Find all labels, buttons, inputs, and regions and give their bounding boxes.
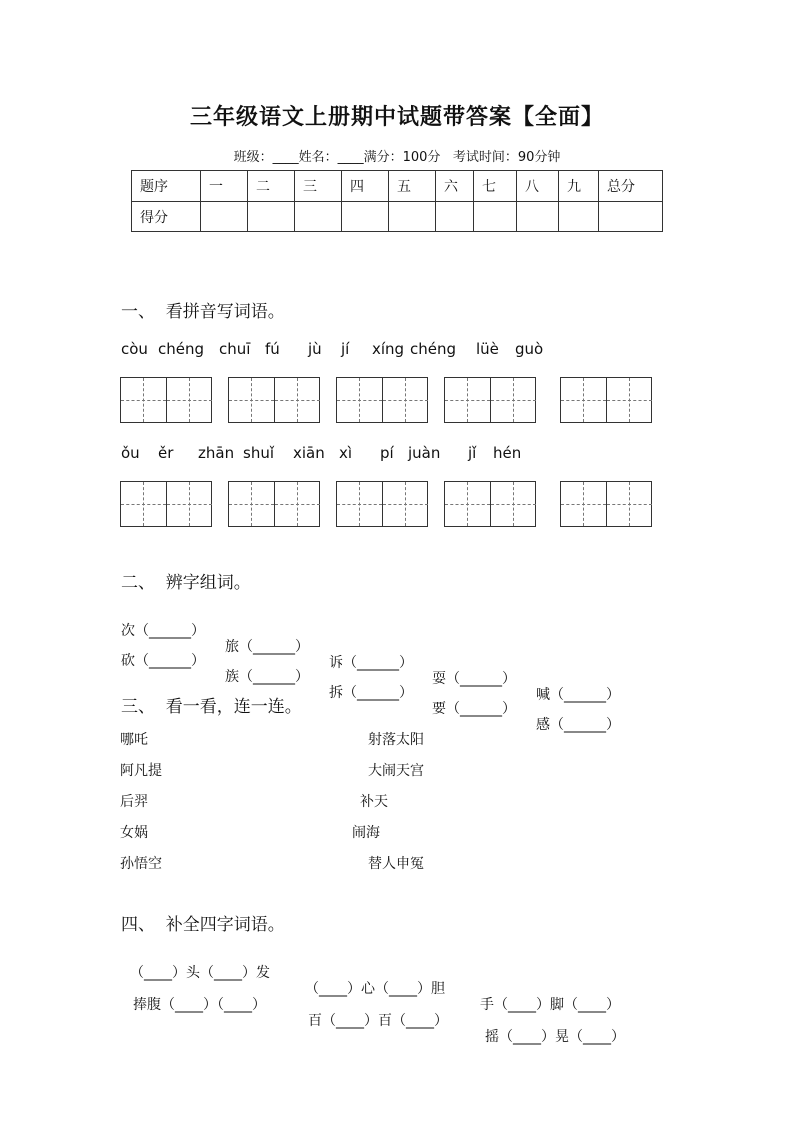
pinyin: fú [265,340,280,358]
pinyin: lüè [476,340,499,358]
score-table-header-cell: 题序 [132,171,201,202]
pinyin: xíng [372,340,405,358]
match-left-item: 阿凡提 [120,763,162,779]
pinyin: xiān [293,444,325,462]
pinyin: ǒu [121,444,140,462]
writing-box[interactable] [444,481,536,527]
char-group-row-1 [121,604,641,703]
match-left-item: 孙悟空 [120,856,162,872]
score-cell[interactable] [474,202,517,232]
writing-box[interactable] [336,377,428,423]
char-group-item: 次（______） [121,623,205,639]
match-right-item: 大闹天宫 [368,763,424,779]
pinyin: zhān [198,444,235,462]
char-group-item: 砍（______） [121,653,205,669]
match-right-item: 补天 [360,794,388,810]
char-group-item: 感（______） [536,717,620,733]
char-group-item: 拆（______） [329,685,413,701]
score-table-header-cell: 七 [474,171,517,202]
match-left-item: 哪吒 [120,732,148,748]
section1-title: 一、 看拼音写词语。 [121,302,285,322]
score-cell[interactable] [201,202,248,232]
pinyin: jǐ [468,444,477,462]
idiom-item: （____）头（____）发 [130,965,270,981]
match-left-item: 女娲 [120,825,148,841]
pinyin: xì [339,444,353,462]
pinyin: chéng [158,340,205,358]
score-cell[interactable] [389,202,436,232]
score-table-header-cell: 四 [342,171,389,202]
score-table-score-row [132,202,663,232]
score-table-header-cell: 八 [517,171,559,202]
idiom-item: （____）心（____）胆 [305,981,445,997]
score-table-header-cell: 一 [201,171,248,202]
score-cell[interactable] [559,202,599,232]
pinyin: shuǐ [243,444,274,462]
score-cell[interactable] [248,202,295,232]
idiom-item: 摇（____）晃（____） [485,1029,625,1045]
exam-info-line: 班级：____姓名：____满分：100分 考试时间：90分钟 [233,150,561,165]
pinyin: jù [308,340,322,358]
match-left-item: 后羿 [120,794,148,810]
match-right-item: 替人申冤 [368,856,424,872]
score-table-header-cell: 六 [436,171,474,202]
score-table-header-cell: 三 [295,171,342,202]
score-table-header-cell: 九 [559,171,599,202]
writing-box[interactable] [228,481,320,527]
score-table-header-row [132,171,663,202]
score-table-header-cell: 二 [248,171,295,202]
score-cell[interactable] [517,202,559,232]
pinyin: jí [341,340,350,358]
section2-title: 二、 辨字组词。 [121,573,251,593]
score-cell[interactable] [295,202,342,232]
char-group-item: 喊（______） [536,687,620,703]
score-cell[interactable] [436,202,474,232]
pinyin: juàn [408,444,441,462]
char-group-item: 诉（______） [329,655,413,671]
writing-box[interactable] [228,377,320,423]
writing-box[interactable] [444,377,536,423]
score-table-header-cell: 五 [389,171,436,202]
writing-box[interactable] [560,481,652,527]
writing-box[interactable] [336,481,428,527]
writing-box[interactable] [120,377,212,423]
score-table-header-cell: 总分 [599,171,663,202]
pinyin: còu [121,340,148,358]
char-group-item: 旅（______） [225,639,309,655]
pinyin: hén [493,444,522,462]
pinyin: guò [515,340,544,358]
char-group-item: 要（______） [432,701,516,717]
section4-title: 四、 补全四字词语。 [121,915,285,935]
score-table-row-label: 得分 [132,202,201,232]
match-right-item: 射落太阳 [368,732,424,748]
score-cell[interactable] [342,202,389,232]
char-group-item: 族（______） [225,669,309,685]
writing-box[interactable] [120,481,212,527]
score-cell[interactable] [599,202,663,232]
score-table [131,170,663,232]
match-right-item: 闹海 [352,825,380,841]
pinyin: ěr [158,444,174,462]
idiom-item: 百（____）百（____） [308,1013,448,1029]
page-title: 三年级语文上册期中试题带答案【全面】 [189,104,604,130]
pinyin: chéng [410,340,457,358]
char-group-item: 耍（______） [432,671,516,687]
pinyin: chuī [219,340,251,358]
writing-box[interactable] [560,377,652,423]
pinyin: pí [380,444,394,462]
idiom-item: 手（____）脚（____） [480,997,620,1013]
idiom-item: 捧腹（____）（____） [133,997,266,1013]
section3-title: 三、 看一看，连一连。 [121,697,302,717]
